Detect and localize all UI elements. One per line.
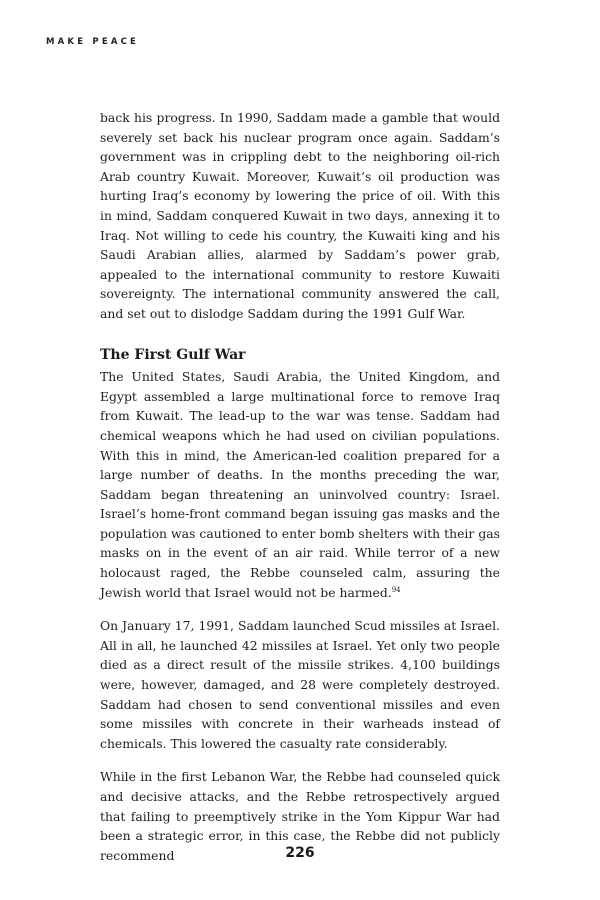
body-text xyxy=(100,108,500,879)
footnote-marker[interactable]: 94 xyxy=(391,585,401,594)
page-number: 226 xyxy=(285,845,315,861)
running-head: MAKE PEACE xyxy=(46,37,140,47)
paragraph-text: The United States, Saudi Arabia, the United Kingdom, and Egypt assembled a large multinational force to remove Iraq from Kuwait. The lead-up to the war was tense. Saddam had chemical weapons which he had used on civilian populations. With this in mind, the American-led coalition prepared for a large number of deaths. In the months preceding the war, Saddam began threatening an uninvolved country: Israel. Israel’s home-front command began issuing gas masks and the population was cautioned to enter bomb shelters with their gas masks on in the event of an air raid. While terror of a new holocaust raged, the Rebbe counseled calm, assuring the Jewish world that Israel would not be harmed. xyxy=(100,369,500,600)
paragraph: While in the first Lebanon War, the Rebbe had counseled quick and decisive attacks, and the Rebbe retrospectively argued that failing to preemptively strike in the Yom Kippur War had been a strategic error, in this case, the Rebbe did not publicly recommend xyxy=(100,769,500,863)
paragraph: On January 17, 1991, Saddam launched Scud missiles at Israel. All in all, he launched 42 missiles at Israel. Yet only two people died as a direct result of the missile strikes. 4,100 buildings were, however, damaged, and 28 were completely destroyed. Saddam had chosen to send conventional missiles and even some missiles with concrete in their warheads instead of chemicals. This lowered the casualty rate considerably. xyxy=(100,618,500,751)
section-heading: The First Gulf War xyxy=(100,346,246,363)
paragraph-continued: back his progress. In 1990, Saddam made a gamble that would severely set back his nuclear program once again. Saddam’s government was in crippling debt to the neighboring oil-rich Arab country Kuwait. Moreover, Kuwait’s oil production was hurting Iraq’s economy by lowering the price of oil. With this in mind, Saddam conquered Kuwait in two days, annexing it to Iraq. Not willing to cede his country, the Kuwaiti king and his Saudi Arabian allies, alarmed by Saddam’s power grab, appealed to the international community to restore Kuwaiti sovereignty. The international community answered the call, and set out to dislodge Saddam during the 1991 Gulf War. xyxy=(100,110,500,321)
paragraph xyxy=(100,367,500,602)
